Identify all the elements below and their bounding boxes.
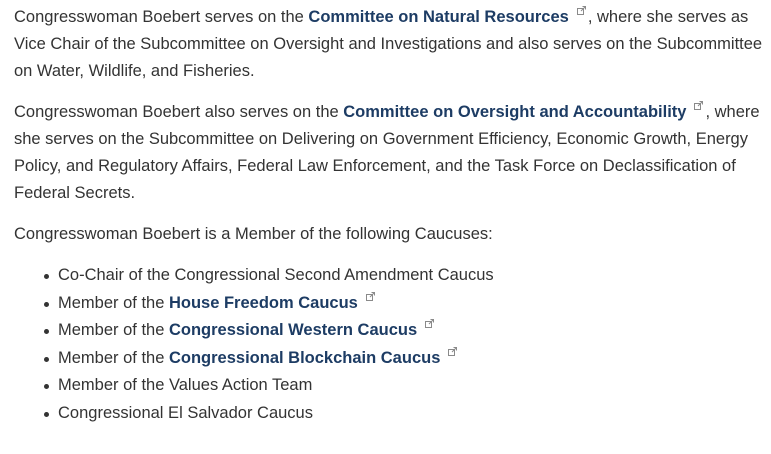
list-item [58, 290, 764, 318]
committee-oversight-link[interactable]: Committee on Oversight and Accountability [343, 103, 687, 121]
paragraph-text: Congresswoman Boebert also serves on the [14, 103, 344, 121]
list-item-prefix: Member of the [58, 348, 169, 367]
list-item [58, 400, 764, 428]
external-link-icon [694, 101, 703, 110]
congressional-blockchain-caucus-link[interactable]: Congressional Blockchain Caucus [168, 348, 441, 367]
house-freedom-caucus-link[interactable]: House Freedom Caucus [168, 293, 358, 312]
committee-oversight-paragraph [14, 99, 764, 207]
paragraph-text: , where she serves on the Subcommittee on Delivering on Government Efficiency, Economic Growth, Energy Policy, and Regulatory Affairs, Federal Law Enforcement, and the Task Force on Declassification of Federal Secrets. [14, 103, 760, 202]
external-link-icon [425, 319, 434, 328]
list-item-text: Congressional El Salvador Caucus [58, 403, 313, 422]
external-link-icon [366, 292, 375, 301]
committee-natural-resources-paragraph [14, 4, 764, 85]
caucus-list [14, 262, 764, 428]
caucuses-intro: Congresswoman Boebert is a Member of the following Caucuses: [14, 225, 493, 243]
list-item [58, 372, 764, 400]
list-item-text: Member of the Values Action Team [58, 376, 313, 395]
list-item [58, 317, 764, 345]
list-item [58, 345, 764, 373]
congressional-western-caucus-link[interactable]: Congressional Western Caucus [168, 321, 418, 340]
external-link-icon [448, 347, 457, 356]
list-item-prefix: Member of the [58, 293, 169, 312]
list-item [58, 262, 764, 290]
committee-natural-resources-link[interactable]: Committee on Natural Resources [308, 8, 569, 26]
paragraph-text: Congresswoman Boebert serves on the [14, 8, 309, 26]
external-link-icon [577, 6, 586, 15]
paragraph-text: , where she serves as Vice Chair of the Subcommittee on Oversight and Investigations and also serves on the Subcommittee on Water, Wildlife, and Fisheries. [14, 8, 763, 80]
list-item-prefix: Member of the [58, 321, 169, 340]
list-item-text: Co-Chair of the Congressional Second Amendment Caucus [58, 266, 494, 284]
